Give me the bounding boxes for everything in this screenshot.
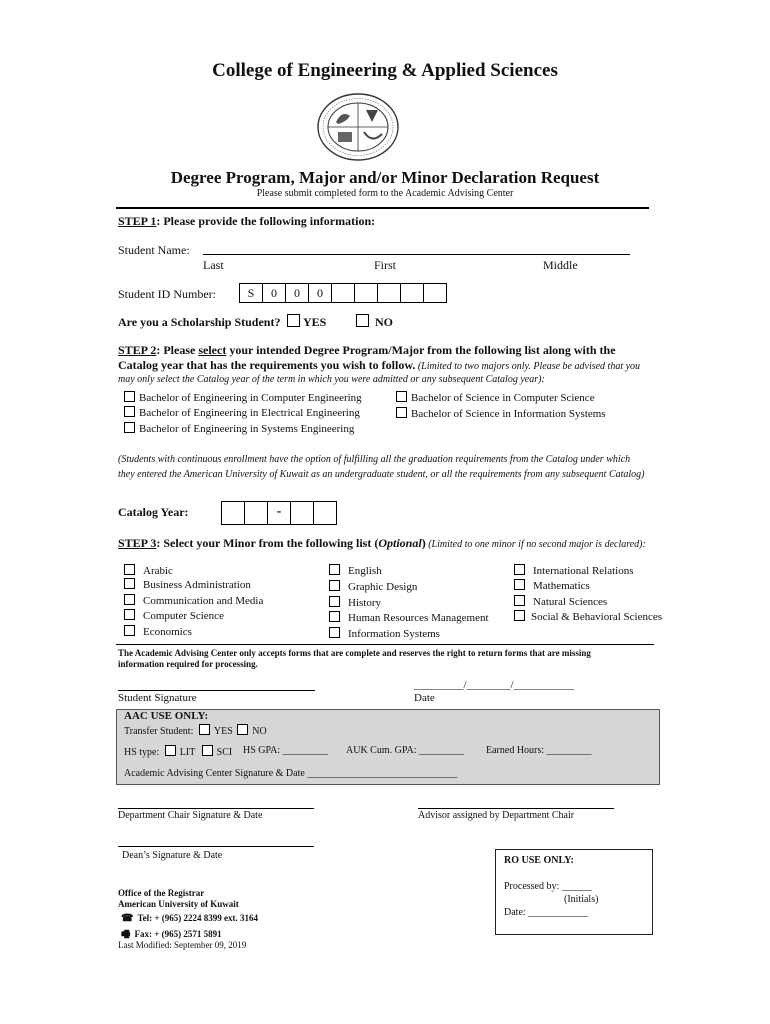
initials-label: (Initials) <box>564 894 599 905</box>
minor-checkbox[interactable] <box>124 625 135 636</box>
student-name-label: Student Name: <box>118 243 190 257</box>
id-cell[interactable] <box>377 283 401 303</box>
ro-date-field[interactable]: Date: ____________ <box>504 907 589 918</box>
transfer-no-checkbox[interactable] <box>237 724 248 735</box>
program-option[interactable]: Bachelor of Engineering in Electrical Engineering <box>124 406 360 419</box>
minor-option[interactable]: Mathematics <box>514 579 590 592</box>
student-id-field[interactable] <box>240 283 447 303</box>
minor-checkbox[interactable] <box>514 595 525 606</box>
minor-checkbox[interactable] <box>124 609 135 620</box>
id-cell[interactable] <box>354 283 378 303</box>
step2-catalog-note: may only select the Catalog year of the term in which you were admitted or any subsequent Catalog year): <box>118 374 545 385</box>
advising-signature-field[interactable]: Academic Advising Center Signature & Date ______________________________ <box>124 768 458 779</box>
page-title: College of Engineering & Applied Sciences <box>212 60 558 81</box>
step2-line2: Catalog year that has the requirements you wish to follow. (Limited to two majors only. Please be advised that you <box>118 358 641 372</box>
advisor-line[interactable] <box>418 808 614 809</box>
program-checkbox[interactable] <box>124 391 135 402</box>
program-checkbox[interactable] <box>124 406 135 417</box>
registrar-office: Office of the Registrar <box>118 888 205 898</box>
minor-checkbox[interactable] <box>329 627 340 638</box>
hs-type-row: HS type: LIT SCI <box>124 747 233 758</box>
student-signature-line[interactable] <box>118 690 315 691</box>
program-checkbox[interactable] <box>124 422 135 433</box>
minor-checkbox[interactable] <box>329 580 340 591</box>
ro-title: RO USE ONLY: <box>504 855 574 866</box>
minor-checkbox[interactable] <box>124 594 135 605</box>
header-divider <box>116 207 649 209</box>
catalog-year-label: Catalog Year: <box>118 505 189 519</box>
minor-option[interactable]: Economics <box>124 625 192 638</box>
id-cell[interactable] <box>331 283 355 303</box>
submission-note: Please submit completed form to the Academic Advising Center <box>256 188 514 199</box>
year-cell[interactable] <box>221 501 245 525</box>
minor-option[interactable]: Natural Sciences <box>514 595 607 608</box>
fax-line: 🖷 Fax: + (965) 2571 5891 <box>121 927 222 944</box>
minor-option[interactable]: International Relations <box>514 564 634 577</box>
minor-option[interactable]: Business Administration <box>124 578 251 591</box>
student-signature-label: Student Signature <box>118 692 197 704</box>
hs-sci-checkbox[interactable] <box>202 745 213 756</box>
program-checkbox[interactable] <box>396 407 407 418</box>
name-part-middle: Middle <box>543 258 578 272</box>
id-cell[interactable] <box>423 283 447 303</box>
continuous-enrollment-note: (Students with continuous enrollment have the option of fulfilling all the graduation requirements from the Catalog under which they entered the American University of Kuwait as an undergraduate student, or all the requirements from any subsequent Catalog) <box>118 454 645 480</box>
minor-option[interactable]: Human Resources Management <box>329 611 489 624</box>
program-option[interactable]: Bachelor of Engineering in Systems Engineering <box>124 422 354 435</box>
dean-label: Dean’s Signature & Date <box>122 850 223 861</box>
minor-option[interactable]: Communication and Media <box>124 594 263 607</box>
program-checkbox[interactable] <box>396 391 407 402</box>
last-modified: Last Modified: September 09, 2019 <box>118 940 247 950</box>
aac-title: AAC USE ONLY: <box>124 710 209 722</box>
minor-option[interactable]: Graphic Design <box>329 580 417 593</box>
minor-option[interactable]: Social & Behavioral Sciences <box>514 610 662 623</box>
form-subtitle: Degree Program, Major and/or Minor Declaration Request <box>170 168 600 187</box>
program-option[interactable]: Bachelor of Engineering in Computer Engineering <box>124 391 362 404</box>
tel-line: ☎ Tel: + (965) 2224 8399 ext. 3164 <box>121 913 259 924</box>
minor-checkbox[interactable] <box>514 579 525 590</box>
transfer-yes-checkbox[interactable] <box>199 724 210 735</box>
scholarship-yes-checkbox[interactable] <box>287 314 300 327</box>
university-seal-logo <box>316 92 400 162</box>
dept-chair-signature-line[interactable] <box>118 808 314 809</box>
step3-heading: STEP 3: Select your Minor from the following list (Optional) (Limited to one minor if no second major is declared): <box>118 536 646 550</box>
notice-divider <box>116 644 654 645</box>
id-cell[interactable] <box>400 283 424 303</box>
minor-option[interactable]: History <box>329 596 381 609</box>
hs-gpa-field[interactable]: HS GPA: _________ <box>243 745 328 756</box>
scholarship-yes-option[interactable]: YES <box>287 314 326 330</box>
date-blank[interactable]: _________/________/___________ <box>414 679 575 691</box>
dean-signature-line[interactable] <box>118 846 314 847</box>
processed-by-field[interactable]: Processed by: ______ <box>504 881 592 892</box>
minor-checkbox[interactable] <box>514 564 525 575</box>
scholarship-no-option[interactable]: NO <box>356 314 393 330</box>
year-cell[interactable] <box>313 501 337 525</box>
minor-option[interactable]: Computer Science <box>124 609 224 622</box>
completeness-notice: The Academic Advising Center only accepts forms that are complete and reserves the right to return forms that are missing information required for processing. <box>118 648 591 669</box>
name-part-first: First <box>374 258 397 272</box>
minor-checkbox[interactable] <box>329 564 340 575</box>
advisor-label: Advisor assigned by Department Chair <box>418 810 575 821</box>
scholarship-no-checkbox[interactable] <box>356 314 369 327</box>
minor-checkbox[interactable] <box>124 564 135 575</box>
id-cell: S <box>239 283 263 303</box>
catalog-year-field[interactable] <box>222 501 337 525</box>
minor-checkbox[interactable] <box>329 611 340 622</box>
fax-icon: 🖷 <box>121 929 131 940</box>
phone-icon: ☎ <box>121 913 134 924</box>
minor-option[interactable]: Information Systems <box>329 627 440 640</box>
transfer-student-row: Transfer Student: YES NO <box>124 726 267 737</box>
minor-option[interactable]: Arabic <box>124 564 173 577</box>
minor-checkbox[interactable] <box>514 610 525 621</box>
student-id-label: Student ID Number: <box>118 287 216 301</box>
scholarship-question: Are you a Scholarship Student? <box>118 315 281 329</box>
minor-option[interactable]: English <box>329 564 382 577</box>
name-part-last: Last <box>203 258 224 272</box>
program-option[interactable]: Bachelor of Science in Information Systems <box>396 407 606 420</box>
year-cell[interactable] <box>244 501 268 525</box>
year-cell: - <box>267 501 291 525</box>
auk-gpa-field[interactable]: AUK Cum. GPA: _________ <box>346 745 464 756</box>
program-option[interactable]: Bachelor of Science in Computer Science <box>396 391 595 404</box>
date-label: Date <box>414 692 435 704</box>
minor-checkbox[interactable] <box>329 596 340 607</box>
minor-checkbox[interactable] <box>124 578 135 589</box>
id-cell: 0 <box>308 283 332 303</box>
student-name-input[interactable] <box>203 254 630 255</box>
id-cell: 0 <box>262 283 286 303</box>
earned-hours-field[interactable]: Earned Hours: _________ <box>486 745 592 756</box>
id-cell: 0 <box>285 283 309 303</box>
university-name: American University of Kuwait <box>118 899 239 909</box>
year-cell[interactable] <box>290 501 314 525</box>
hs-lit-checkbox[interactable] <box>165 745 176 756</box>
step1-heading: STEP 1: Please provide the following information: <box>118 214 376 228</box>
dept-chair-label: Department Chair Signature & Date <box>118 810 263 821</box>
step2-heading: STEP 2: Please select your intended Degree Program/Major from the following list along with the <box>118 343 616 357</box>
